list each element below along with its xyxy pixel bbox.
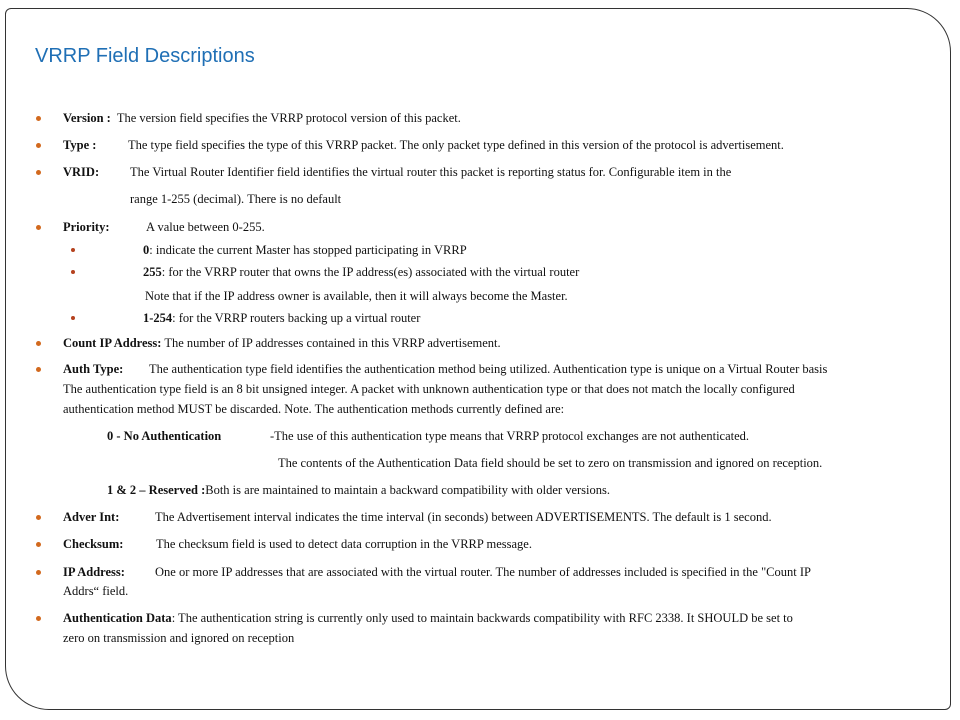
- vrid-text-2: range 1-255 (decimal). There is no default: [130, 192, 342, 206]
- bullet-icon: [36, 341, 41, 346]
- auth-method-12-text: Both is are maintained to maintain a backward compatibility with older versions.: [205, 483, 611, 497]
- bullet-icon: [36, 225, 41, 230]
- priority-0-text: : indicate the current Master has stopped participating in VRRP: [149, 243, 467, 257]
- sub-bullet-icon: [71, 316, 75, 320]
- auth-data-text-2: zero on transmission and ignored on reception: [63, 631, 295, 645]
- bullet-icon: [36, 542, 41, 547]
- count-label: Count IP Address:: [63, 336, 162, 350]
- checksum-text: The checksum field is used to detect data corruption in the VRRP message.: [156, 537, 532, 551]
- auth-method-0-label: 0 - No Authentication: [107, 429, 222, 443]
- version-item: [63, 110, 461, 126]
- bullet-icon: [36, 143, 41, 148]
- sub-bullet-icon: [71, 270, 75, 274]
- version-label: Version :: [63, 111, 111, 125]
- type-text: The type field specifies the type of this VRRP packet. The only packet type defined in this version of the protocol is advertisement.: [128, 138, 784, 152]
- priority-0-label: 0: [143, 243, 150, 257]
- auth-method-0-text-2: The contents of the Authentication Data field should be set to zero on transmission and ignored on reception.: [278, 456, 823, 470]
- ip-text-2: Addrs“ field.: [63, 584, 129, 598]
- auth-data-text: : The authentication string is currently only used to maintain backwards compatibility with RFC 2338. It SHOULD be set to: [171, 611, 793, 625]
- bullet-icon: [36, 570, 41, 575]
- bullet-icon: [36, 170, 41, 175]
- version-text: The version field specifies the VRRP protocol version of this packet.: [116, 111, 461, 125]
- auth-type-text-2: The authentication type field is an 8 bit unsigned integer. A packet with unknown authentication type or that does not match the locally configured: [63, 382, 795, 396]
- priority-1-254-text: : for the VRRP routers backing up a virtual router: [172, 311, 421, 325]
- adver-label: Adver Int:: [63, 510, 120, 524]
- sub-bullet-icon: [71, 248, 75, 252]
- priority-0: [143, 242, 467, 258]
- bullet-icon: [36, 515, 41, 520]
- priority-255-label: 255: [143, 265, 162, 279]
- auth-method-12-label: 1 & 2 – Reserved :: [107, 483, 206, 497]
- ip-text: One or more IP addresses that are associated with the virtual router. The number of addresses included is specified in the "Count IP: [155, 565, 811, 579]
- priority-1-254: [143, 310, 420, 326]
- priority-label: Priority:: [63, 220, 110, 234]
- priority-text: A value between 0-255.: [146, 220, 265, 234]
- auth-type-text-3: authentication method MUST be discarded. Note. The authentication methods currently defined are:: [63, 402, 565, 416]
- auth-data-label: Authentication Data: [63, 611, 172, 625]
- count-item: [63, 335, 501, 351]
- auth-type-text: The authentication type field identifies the authentication method being utilized. Authentication type is unique on a Virtual Router basis: [149, 362, 828, 376]
- auth-type-label: Auth Type:: [63, 362, 124, 376]
- checksum-label: Checksum:: [63, 537, 124, 551]
- priority-255: [143, 264, 579, 280]
- priority-255-text: : for the VRRP router that owns the IP address(es) associated with the virtual router: [161, 265, 580, 279]
- auth-method-12: [107, 482, 610, 498]
- priority-255-note: Note that if the IP address owner is available, then it will always become the Master.: [145, 289, 568, 303]
- bullet-icon: [36, 116, 41, 121]
- count-text: The number of IP addresses contained in this VRRP advertisement.: [164, 336, 501, 350]
- bullet-icon: [36, 367, 41, 372]
- bullet-icon: [36, 616, 41, 621]
- auth-data-item: [63, 610, 793, 626]
- adver-text: The Advertisement interval indicates the time interval (in seconds) between ADVERTISEMENTS. The default is 1 second.: [155, 510, 772, 524]
- ip-label: IP Address:: [63, 565, 125, 579]
- type-label: Type :: [63, 138, 97, 152]
- auth-method-0-text: -The use of this authentication type means that VRRP protocol exchanges are not authenticated.: [270, 429, 750, 443]
- priority-1-254-label: 1-254: [143, 311, 173, 325]
- vrid-text: The Virtual Router Identifier field identifies the virtual router this packet is reporting status for. Configurable item in the: [130, 165, 732, 179]
- slide-title: VRRP Field Descriptions: [35, 45, 255, 67]
- vrid-label: VRID:: [63, 165, 100, 179]
